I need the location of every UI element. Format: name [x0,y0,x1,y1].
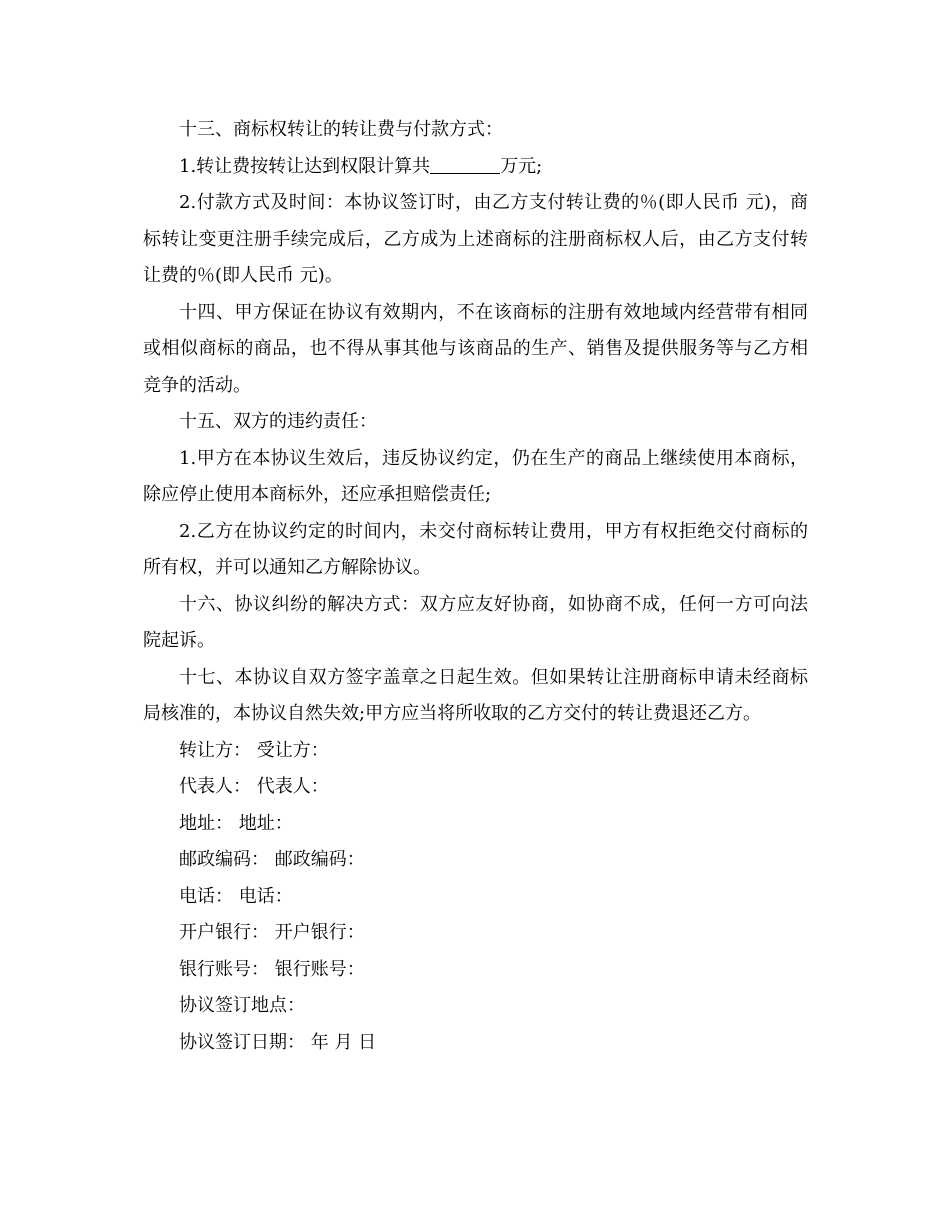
fee-amount-blank [430,155,500,174]
signing-date: 协议签订日期： 年 月 日 [179,1031,377,1053]
signature-phone: 电话： 电话： [179,885,293,907]
clause-15-title: 十五、双方的违约责任： [179,411,377,432]
signature-parties: 转让方： 受让方： [179,739,329,761]
clause-17: 十七、本协议自双方签字盖章之日起生效。但如果转让注册商标申请未经商标局核准的，本协议自然失效;甲方应当将所收取的乙方交付的转让费退还乙方。 [143,666,808,724]
clause-13-item-1 [143,149,808,186]
signing-location: 协议签订地点： [179,995,305,1016]
clause-14: 十四、甲方保证在协议有效期内，不在该商标的注册有效地域内经营带有相同或相似商标的商品，也不得从事其他与该商品的生产、销售及提供服务等与乙方相竞争的活动。 [143,301,808,396]
fee-clause-prefix: 1.转让费按转让达到权限计算共 [179,155,431,177]
signature-account: 银行账号： 银行账号： [179,958,365,980]
document-body [143,112,808,1061]
fee-clause-suffix: 万元; [500,155,543,177]
clause-13-item-2: 2.付款方式及时间：本协议签订时，由乙方支付转让费的％(即人民币 元)，商标转让变更注册手续完成后，乙方成为上述商标的注册商标权人后，由乙方支付转让费的％(即人民币 元)。 [143,192,808,286]
signature-postcode: 邮政编码： 邮政编码： [179,849,365,870]
signature-address: 地址： 地址： [179,812,293,834]
signature-bank: 开户银行： 开户银行： [179,922,365,943]
clause-13-title: 十三、商标权转让的转让费与付款方式： [179,119,503,140]
clause-16: 十六、协议纠纷的解决方式：双方应友好协商，如协商不成，任何一方可向法院起诉。 [143,593,808,651]
clause-15-item-1: 1.甲方在本协议生效后，违反协议约定，仍在生产的商品上继续使用本商标，除应停止使用本商标外，还应承担赔偿责任; [143,447,808,505]
signature-representatives: 代表人： 代表人： [179,776,329,797]
clause-15-item-2: 2.乙方在协议约定的时间内，未交付商标转让费用，甲方有权拒绝交付商标的所有权，并可以通知乙方解除协议。 [143,520,808,578]
